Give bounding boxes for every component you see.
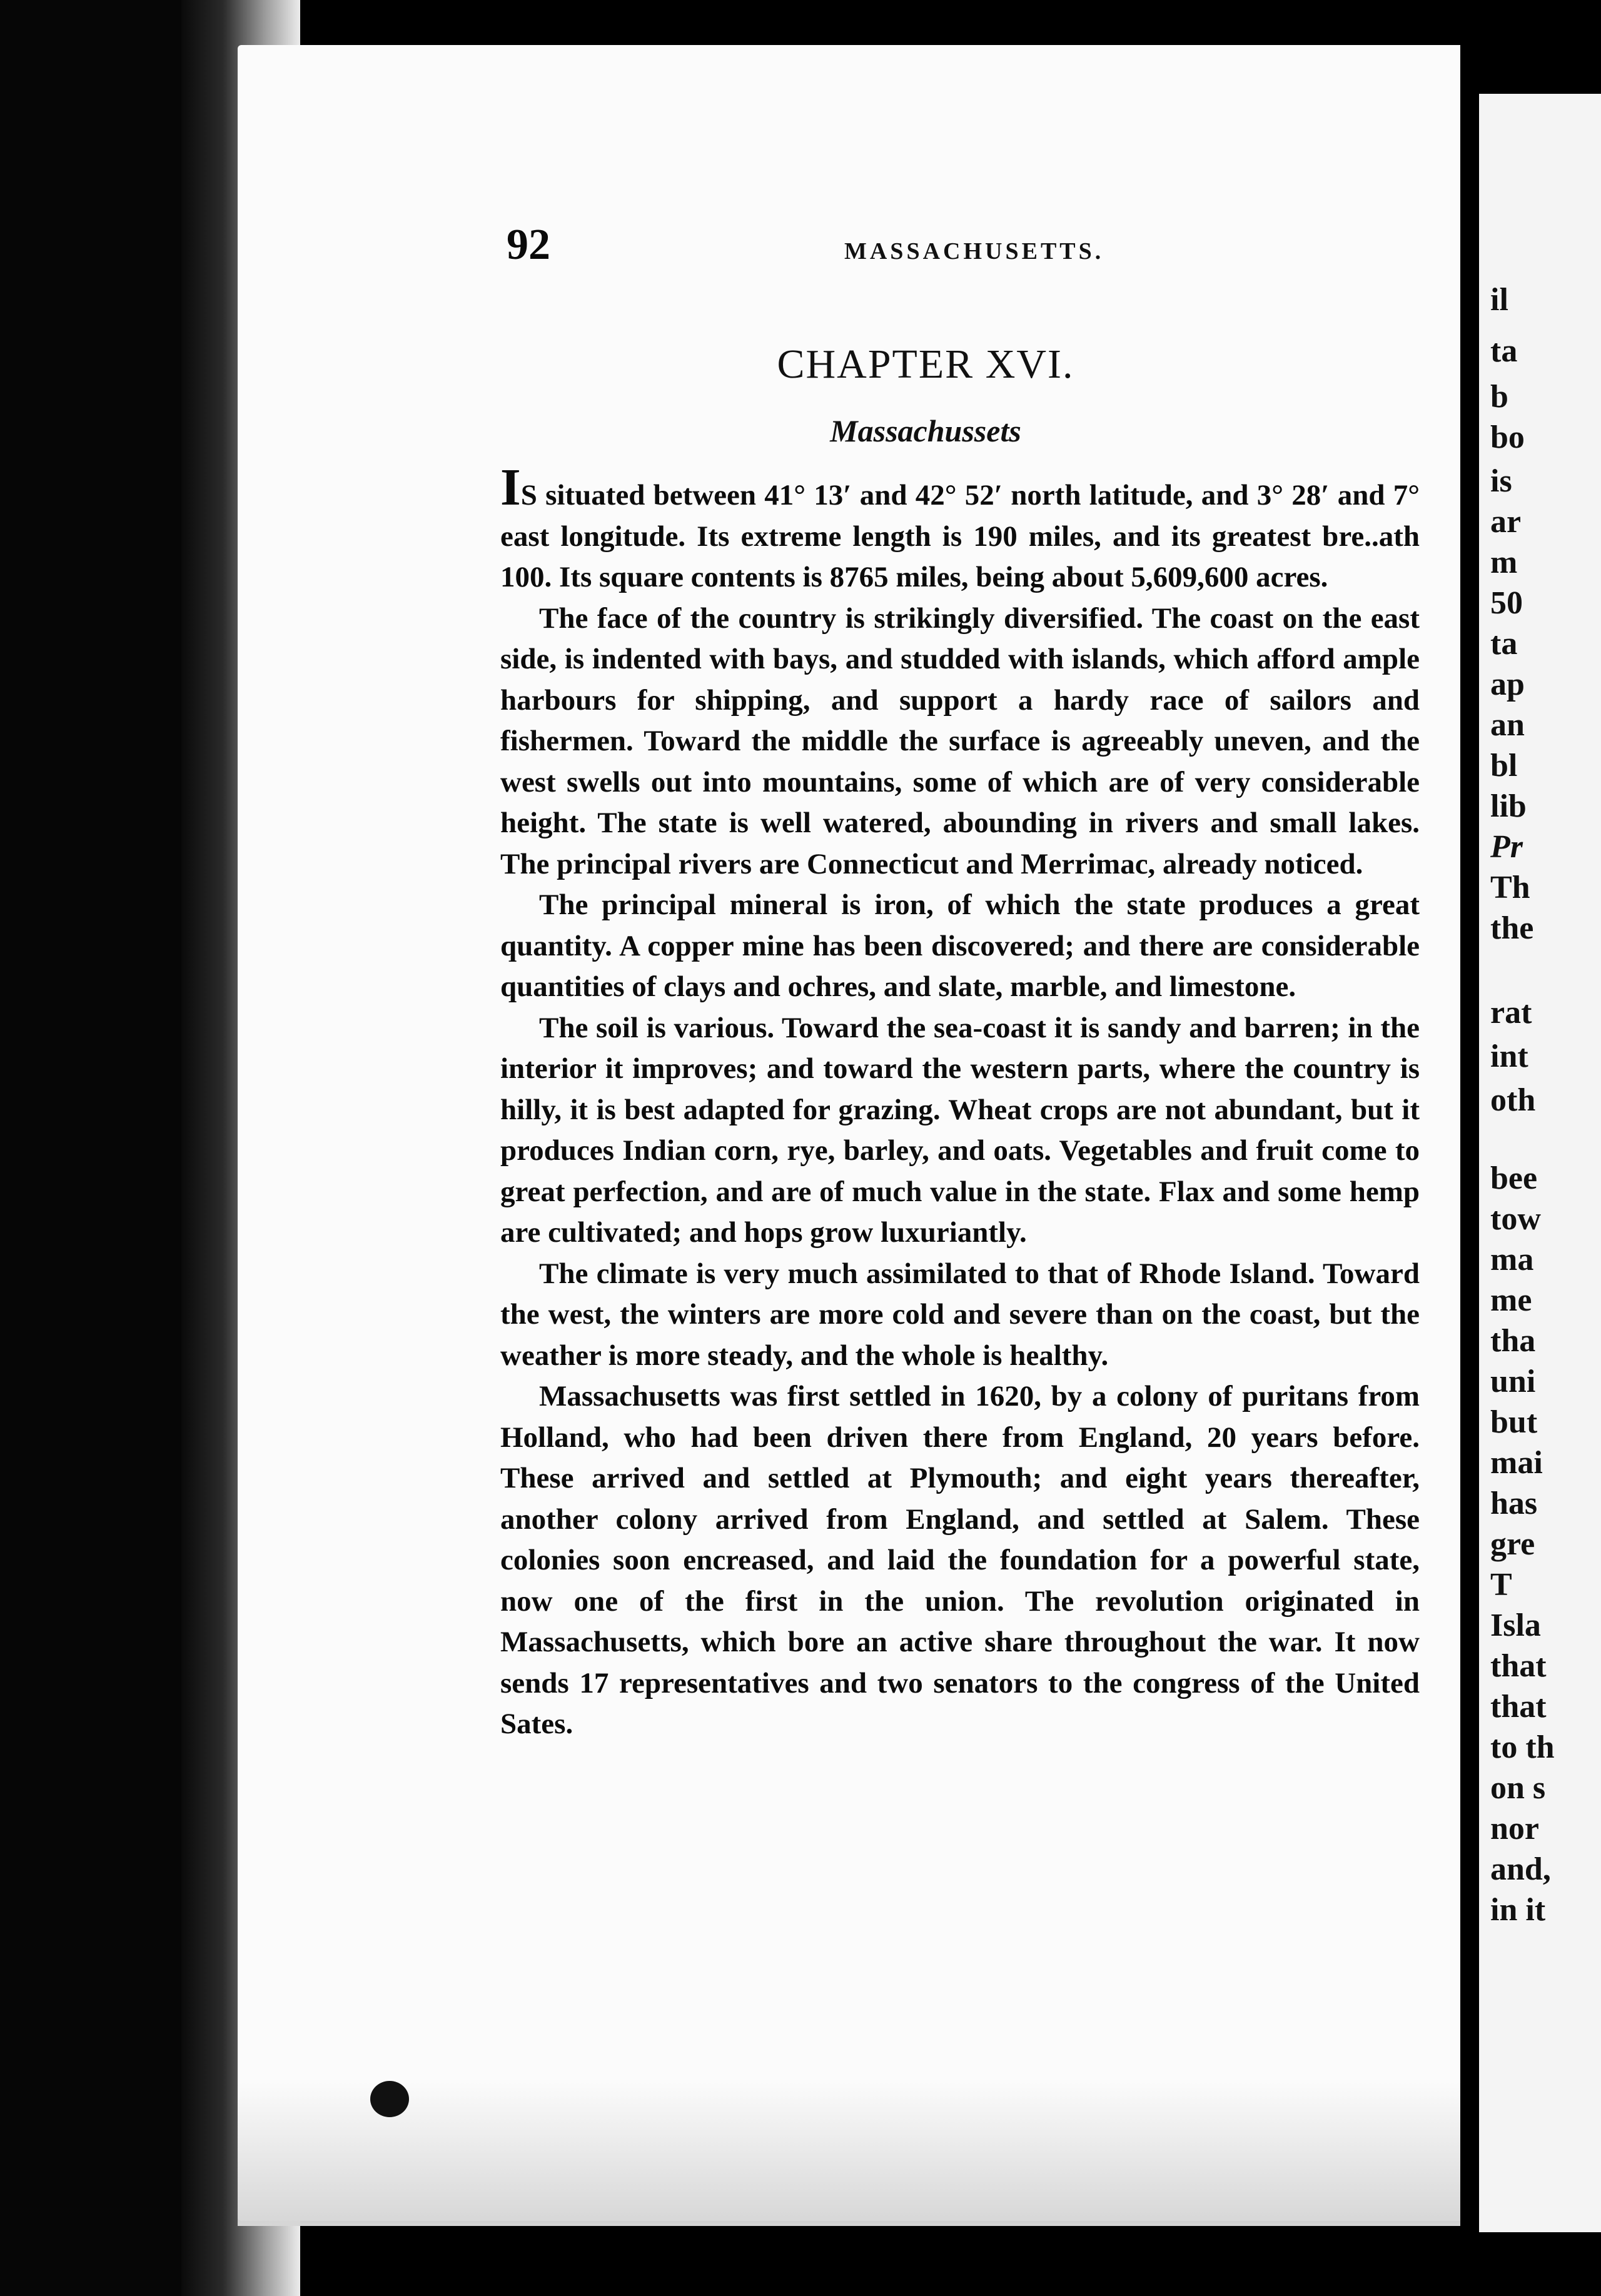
facing-text-line: gre	[1490, 1526, 1535, 1562]
facing-text-line: an	[1490, 707, 1525, 743]
facing-text-line: oth	[1490, 1082, 1536, 1118]
facing-text-line: ta	[1490, 333, 1518, 369]
facing-text-line: that	[1490, 1648, 1547, 1684]
initial-letter: I	[500, 458, 521, 516]
facing-text-line: bl	[1490, 748, 1518, 783]
paragraph: The face of the country is strikingly diversified. The coast on the east side, is indented with bays, and studded with islands, which afford ample harbours for shipping, and support a hardy race of sailors and fishermen. Toward the middle the surface is agreeably uneven, and the west swells out into mountains, some of which are of very considerable height. The state is well watered, abounding in rivers and small lakes. The principal rivers are Connecticut and Merrimac, already noticed.	[500, 602, 1420, 880]
facing-text-line: to th	[1490, 1730, 1555, 1765]
facing-text-line: 50	[1490, 585, 1523, 621]
facing-text-line: has	[1490, 1486, 1538, 1521]
book-gutter	[1460, 0, 1479, 2296]
paragraph: Massachusetts was first settled in 1620, by a colony of puritans from Holland, who had been driven there from England, 20 years before. These arrived and settled at Plymouth; and eight years thereafter, another colony arrived from England, and settled at Salem. These colonies soon encreased, and laid the foundation for a powerful state, now one of the first in the union. The revolution originated in Massachusetts, which bore an active share throughout the war. It now sends 17 representatives and two senators to the congress of the United Sates.	[500, 1380, 1420, 1740]
paragraph: The climate is very much assimilated to that of Rhode Island. Toward the west, the winters are more cold and severe than on the coast, but the weather is more steady, and the whole is healthy.	[500, 1257, 1420, 1372]
chapter-title: CHAPTER XVI.	[777, 341, 1074, 387]
facing-text-line: bo	[1490, 420, 1525, 455]
paragraph	[500, 458, 1420, 598]
facing-text-line: that	[1490, 1689, 1547, 1725]
page-number: 92	[507, 221, 550, 269]
facing-text-line: ap	[1490, 667, 1525, 702]
facing-text-line: the	[1490, 910, 1534, 946]
facing-text-line: tow	[1490, 1201, 1541, 1237]
facing-text-line: bee	[1490, 1161, 1538, 1196]
paragraph: The principal mineral is iron, of which the state produces a great quantity. A copper mine has been discovered; and there are considerable quantities of clays and ochres, and slate, marble, and limestone.	[500, 889, 1420, 1003]
facing-text-line: is	[1490, 463, 1512, 499]
facing-text-line: and,	[1490, 1851, 1551, 1887]
facing-text-line: ta	[1490, 626, 1518, 662]
facing-text-line: il	[1490, 282, 1508, 318]
facing-text-line: int	[1490, 1039, 1528, 1074]
facing-text-line: Th	[1490, 870, 1530, 905]
facing-text-line: Pr	[1490, 829, 1523, 865]
facing-text-line: but	[1490, 1404, 1538, 1440]
running-head: MASSACHUSETTS.	[844, 238, 1104, 264]
facing-text-line: uni	[1490, 1364, 1536, 1399]
facing-text-line: in it	[1490, 1892, 1546, 1928]
facing-text-line: nor	[1490, 1811, 1539, 1846]
paragraph-text: S situated between 41° 13′ and 42° 52′ north latitude, and 3° 28′ and 7° east longitude. Its extreme length is 190 miles, and its greatest bre..ath 100. Its square contents is 8765 miles, being about 5,609,600 acres.	[500, 479, 1420, 593]
facing-text-line: lib	[1490, 788, 1527, 824]
facing-text-line: on s	[1490, 1770, 1546, 1806]
facing-text-line: ar	[1490, 504, 1522, 540]
chapter-subtitle: Massachussets	[830, 413, 1021, 448]
facing-text-line: ma	[1490, 1242, 1534, 1277]
facing-text-line: m	[1490, 545, 1518, 580]
chapter-body	[500, 458, 1420, 1745]
paragraph: The soil is various. Toward the sea-coast it is sandy and barren; in the interior it improves; and toward the western parts, where the country is hilly, it is best adapted for grazing. Wheat crops are not abundant, but it produces Indian corn, rye, barley, and oats. Vegetables and fruit come to great perfection, and are of much value in the state. Flax and some hemp are cultivated; and hops grow luxuriantly.	[500, 1011, 1420, 1249]
facing-text-line: rat	[1490, 995, 1532, 1030]
facing-text-line: me	[1490, 1282, 1532, 1318]
facing-text-line: mai	[1490, 1445, 1543, 1481]
ink-blot	[370, 2081, 409, 2117]
facing-text-line: tha	[1490, 1323, 1536, 1359]
facing-page-fragment	[1479, 94, 1601, 2232]
page-header	[507, 220, 1420, 276]
facing-text-line: T	[1490, 1567, 1512, 1603]
facing-text-line: Isla	[1490, 1608, 1541, 1643]
page-shadow	[238, 2082, 1473, 2226]
facing-text-line: b	[1490, 379, 1508, 415]
